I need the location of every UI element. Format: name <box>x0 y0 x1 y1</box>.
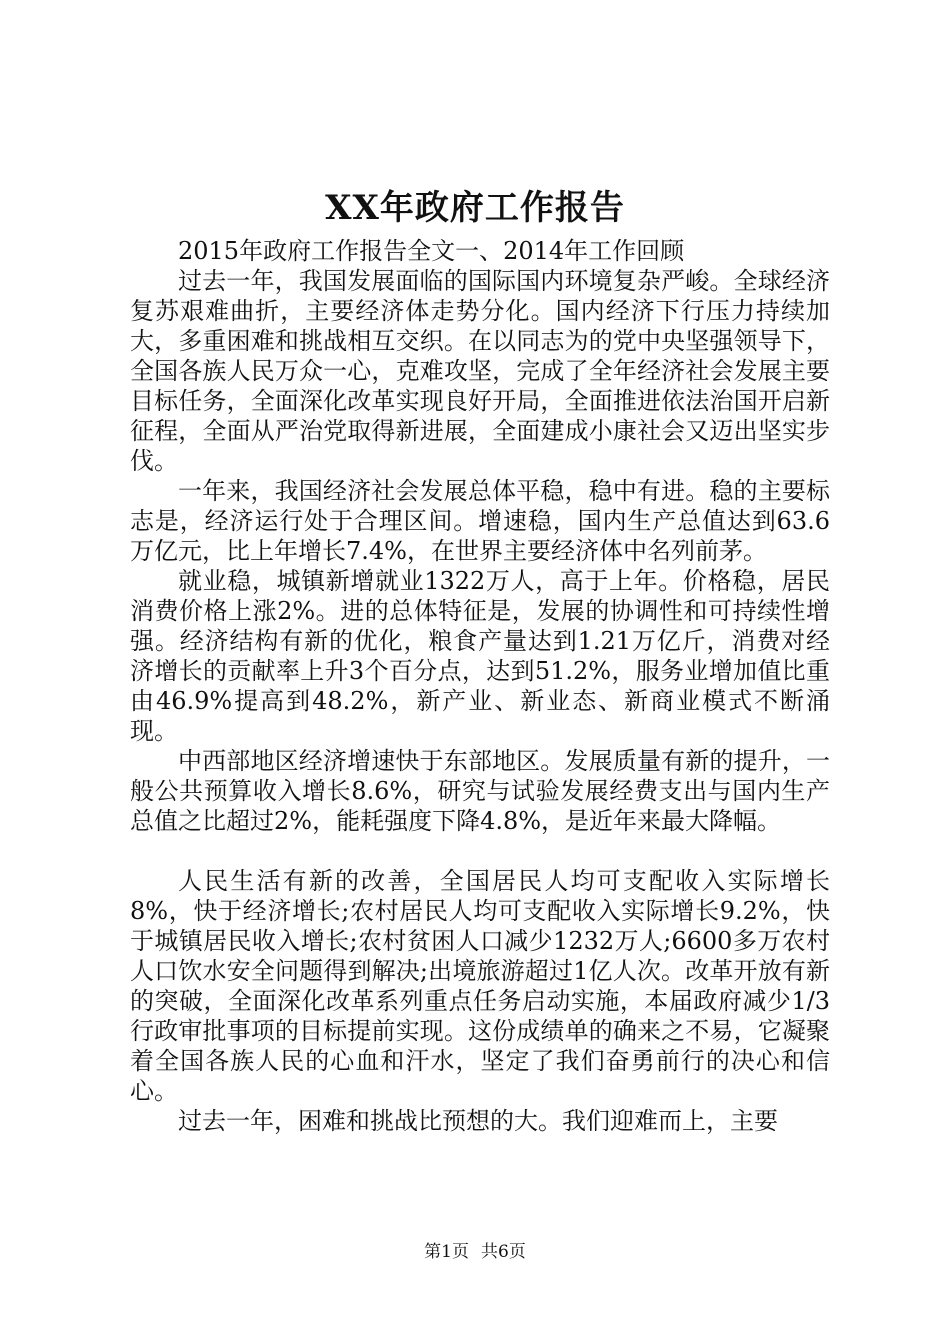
paragraph: 一年来，我国经济社会发展总体平稳，稳中有进。稳的主要标志是，经济运行处于合理区间。增速稳，国内生产总值达到63.6万亿元，比上年增长7.4%，在世界主要经济体中名列前茅。 <box>130 477 830 565</box>
page-footer <box>0 1240 950 1264</box>
page-number: 第1页 <box>424 1242 469 1262</box>
document-body <box>130 236 830 1136</box>
document-title: XX年政府工作报告 <box>325 188 625 228</box>
paragraph: 过去一年，我国发展面临的国际国内环境复杂严峻。全球经济复苏艰难曲折，主要经济体走势分化。国内经济下行压力持续加大，多重困难和挑战相互交织。在以同志为的党中央坚强领导下，全国各族人民万众一心，克难攻坚，完成了全年经济社会发展主要目标任务，全面深化改革实现良好开局，全面推进依法治国开启新征程，全面从严治党取得新进展，全面建成小康社会又迈出坚实步伐。 <box>130 267 830 475</box>
paragraph: 中西部地区经济增速快于东部地区。发展质量有新的提升，一般公共预算收入增长8.6%，研究与试验发展经费支出与国内生产总值之比超过2%，能耗强度下降4.8%，是近年来最大降幅。 <box>130 747 830 835</box>
paragraph-heading: 2015年政府工作报告全文一、2014年工作回顾 <box>178 237 685 265</box>
paragraph: 人民生活有新的改善，全国居民人均可支配收入实际增长8%，快于经济增长;农村居民人均可支配收入实际增长9.2%，快于城镇居民收入增长;农村贫困人口减少1232万人;6600多万农村人口饮水安全问题得到解决;出境旅游超过1亿人次。改革开放有新的突破，全面深化改革系列重点任务启动实施，本届政府减少1/3行政审批事项的目标提前实现。这份成绩单的确来之不易，它凝聚着全国各族人民的心血和汗水，坚定了我们奋勇前行的决心和信心。 <box>130 867 830 1105</box>
page-total: 共6页 <box>481 1242 526 1262</box>
paragraph: 就业稳，城镇新增就业1322万人，高于上年。价格稳，居民消费价格上涨2%。进的总体特征是，发展的协调性和可持续性增强。经济结构有新的优化，粮食产量达到1.21万亿斤，消费对经济增长的贡献率上升3个百分点，达到51.2%，服务业增加值比重由46.9%提高到48.2%，新产业、新业态、新商业模式不断涌现。 <box>130 567 830 745</box>
paragraph: 过去一年，困难和挑战比预想的大。我们迎难而上，主要 <box>178 1107 778 1135</box>
